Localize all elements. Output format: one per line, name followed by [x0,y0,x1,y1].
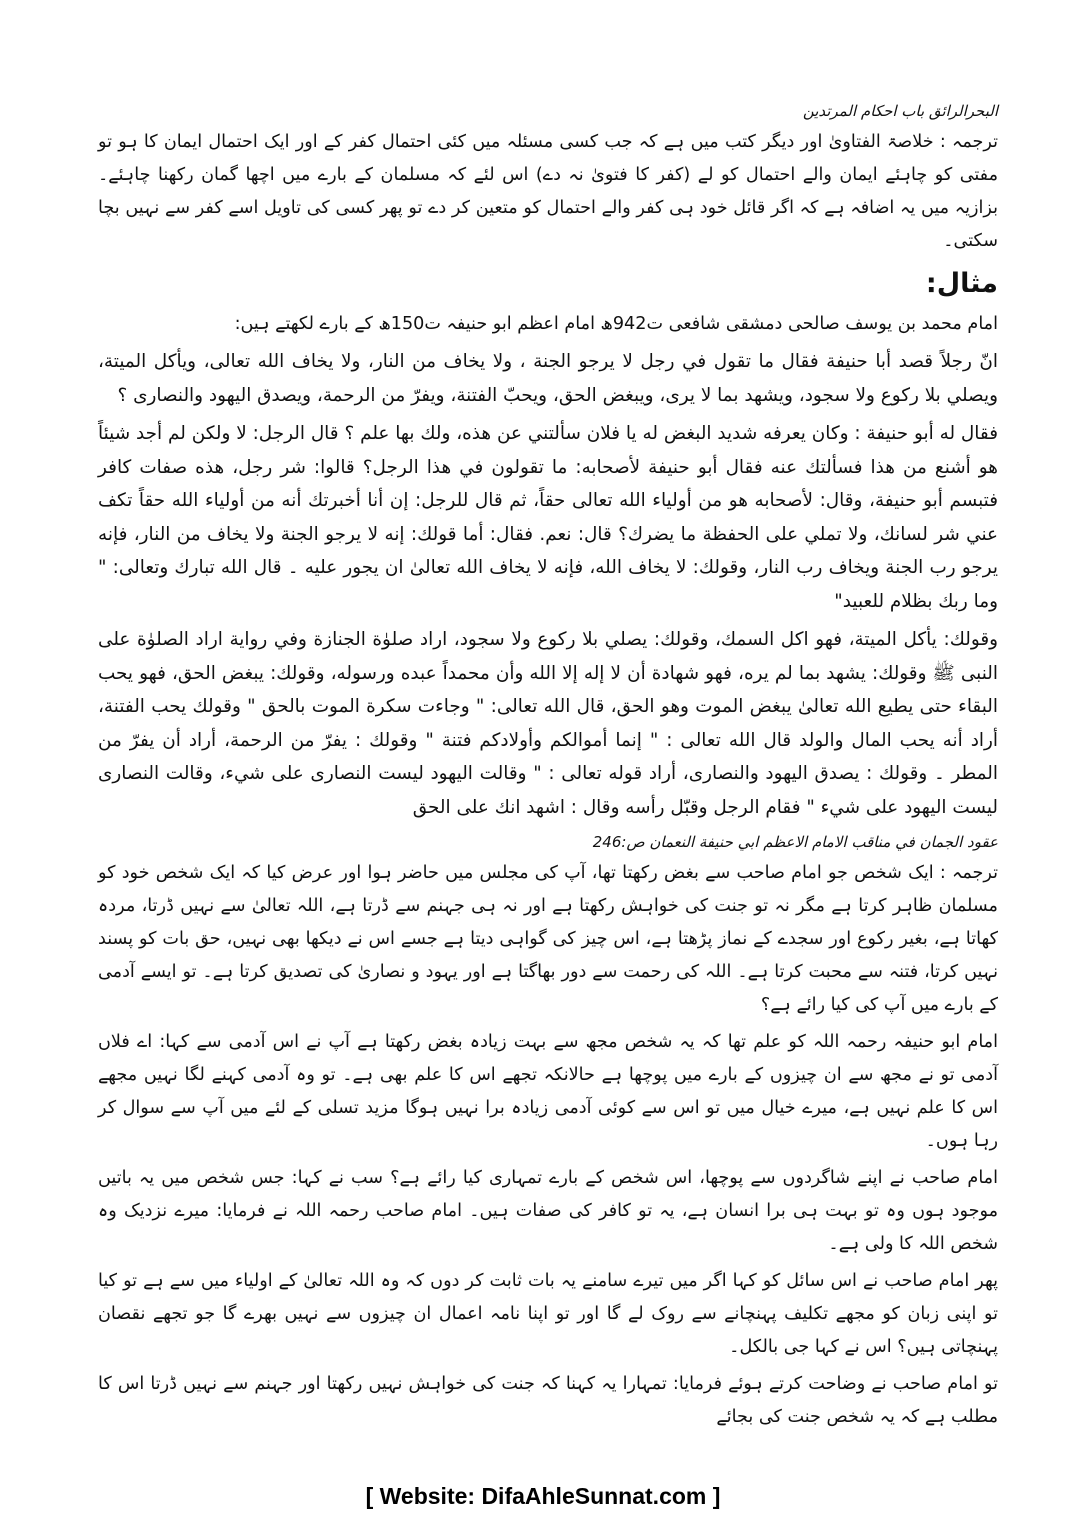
website-footer: [ Website: DifaAhleSunnat.com ] [365,1483,721,1509]
translation-paragraph-3: امام ابو حنیفہ رحمہ اللہ کو علم تھا کہ یہ شخص مجھ سے بہت زیادہ بغض رکھتا ہے آپ نے اس آدمی سے کہا: اے فلاں آدمی تو نے مجھ سے ان چیزوں کے بارے میں پوچھا ہے حالانکہ تجھے اس کا علم بھی ہے۔ تو وہ آدمی کہنے لگا نہیں مجھے اس کا علم نہیں ہے، میرے خیال میں تو اس سے کوئی آدمی زیادہ برا نہیں ہوگا مزید تسلی کے لئے میں آپ سے سوال کر رہا ہوں۔ [98,1032,998,1151]
arabic-text-3: وقولك: يأكل الميتة، فهو اكل السمك، وقولك: يصلي بلا ركوع ولا سجود، اراد صلوٰة الجنازة وفي رواية اراد الصلوٰة على النبى ﷺ وقولك: يشهد بما لم يره، فهو شهادة أن لا إله إلا الله وأن محمداً عبده ورسوله، وقولك: يبغض الحق، فهو يحب البقاء حتى يطيع الله تعالىٰ يبغض الموت وهو الحق، قال الله تعالى: " وجاءت سكرة الموت بالحق " وقولك يحب الفتنة، أراد أنه يحب المال والولد قال الله تعالى : " إنما أموالكم وأولادكم فتنة " وقولك : يفرّ من الرحمة، أراد أن يفرّ من المطر ۔ وقولك : يصدق اليهود والنصارى، أراد قوله تعالى : " وقالت اليهود ليست النصارى على شيء، وقالت النصارى ليست اليهود على شيء " فقام الرجل وقبّل رأسه وقال : اشهد انك على الحق [98,629,998,818]
arabic-text-1: انّ رجلاً قصد أبا حنيفة فقال ما تقول في رجل لا يرجو الجنة ، ولا يخاف من النار، ولا يخاف الله تعالى، ويأكل الميتة، ويصلي بلا ركوع ولا سجود، ويشهد بما لا يرى، ويبغض الحق، ويحبّ الفتنة، ويفرّ من الرحمة، ويصدق اليهود والنصارى ؟ [98,351,998,406]
section-heading: مثال: [925,268,998,299]
translation-paragraph-4: امام صاحب نے اپنے شاگردوں سے پوچھا، اس شخص کے بارے تمہاری کیا رائے ہے؟ سب نے کہا: جس شخص میں یہ باتیں موجود ہوں وہ تو بہت ہی برا انسان ہے، یہ تو کافر کی صفات ہیں۔ امام صاحب رحمہ اللہ نے فرمایا: میرے نزدیک وہ شخص اللہ کا ولی ہے۔ [98,1168,998,1254]
reference-mid: عقود الجمان في مناقب الامام الاعظم ابي حنيفة النعمان ص:246 [592,833,998,851]
reference-top: البحرالرائق باب احکام المرتدین [802,102,998,120]
translation-paragraph-2: ترجمہ : ایک شخص جو امام صاحب سے بغض رکھتا تھا، آپ کی مجلس میں حاضر ہوا اور عرض کیا کہ ایک شخص خود کو مسلمان ظاہر کرتا ہے مگر نہ تو جنت کی خواہش رکھتا ہے اور نہ ہی جہنم سے ڈرتا ہے، اللہ تعالیٰ سے نہیں ڈرتا، مردہ کھاتا ہے، بغیر رکوع اور سجدے کے نماز پڑھتا ہے، اس چیز کی گواہی دیتا ہے جسے اس نے دیکھا بھی نہیں، حق بات کو پسند نہیں کرتا، فتنہ سے محبت کرتا ہے۔ اللہ کی رحمت سے دور بھاگتا ہے اور یہود و نصاریٰ کی تصدیق کرتا ہے۔ تو ایسے آدمی کے بارے میں آپ کی کیا رائے ہے؟ [98,863,998,1015]
arabic-text-2: فقال له أبو حنيفة : وكان يعرفه شديد البغض له يا فلان سألتني عن هذه، ولك بها علم ؟ قال الرجل: لا ولكن لم أجد شيئاً هو أشنع من هذا فسألتك عنه فقال أبو حنيفة لأصحابه: ما تقولون في هذا الرجل؟ قالوا: شر رجل، هذه صفات كافر فتبسم أبو حنيفة، وقال: لأصحابه هو من أولياء الله تعالى حقاً، ثم قال للرجل: إن أنا أخبرتك أنه من أولياء الله حقاً تكف عني شر لسانك، ولا تملي على الحفظة ما يضرك؟ قال: نعم. فقال: أما قولك: إنه لا يرجو الجنة ولا يخاف من النار، فإنه يرجو رب الجنة ويخاف رب النار، وقولك: لا يخاف الله، فإنه لا يخاف الله تعالىٰ ان يجور عليه ۔ قال الله تبارك وتعالى: " وما ربك بظلام للعبيد" [98,423,998,612]
translation-paragraph-6: تو امام صاحب نے وضاحت کرتے ہوئے فرمایا: تمہارا یہ کہنا کہ جنت کی خواہش نہیں رکھتا اور جہنم سے نہیں ڈرتا اس کا مطلب ہے کہ یہ شخص جنت کی بجائے [98,1374,998,1427]
intro-line: امام محمد بن یوسف صالحی دمشقی شافعی ت942ھ امام اعظم ابو حنیفہ ت150ھ کے بارے لکھتے ہیں: [234,314,998,334]
translation-paragraph: ترجمہ : خلاصۃ الفتاویٰ اور دیگر کتب میں ہے کہ جب کسی مسئلہ میں کئی احتمال کفر کے اور ایک احتمال ایمان کا ہو تو مفتی کو چاہئے ایمان والے احتمال کو لے (کفر کا فتویٰ نہ دے) اس لئے کہ مسلمان کے بارے میں اچھا گمان رکھنا چاہئے۔ بزازیہ میں یہ اضافہ ہے کہ اگر قائل خود ہی کفر والے احتمال کو متعین کر دے تو پھر کسی کی تاویل اسے کفر سے نہیں بچا سکتی۔ [98,132,998,251]
document-body [98,98,998,1438]
translation-paragraph-5: پھر امام صاحب نے اس سائل کو کہا اگر میں تیرے سامنے یہ بات ثابت کر دوں کہ وہ اللہ تعالیٰ کے اولیاء میں سے ہے تو کیا تو اپنی زبان کو مجھے تکلیف پہنچانے سے روک لے گا اور تو اپنا نامہ اعمال ان چیزوں سے نہیں بھرے گا جو تجھے نقصان پہنچاتی ہیں؟ اس نے کہا جی بالکل۔ [98,1271,998,1357]
